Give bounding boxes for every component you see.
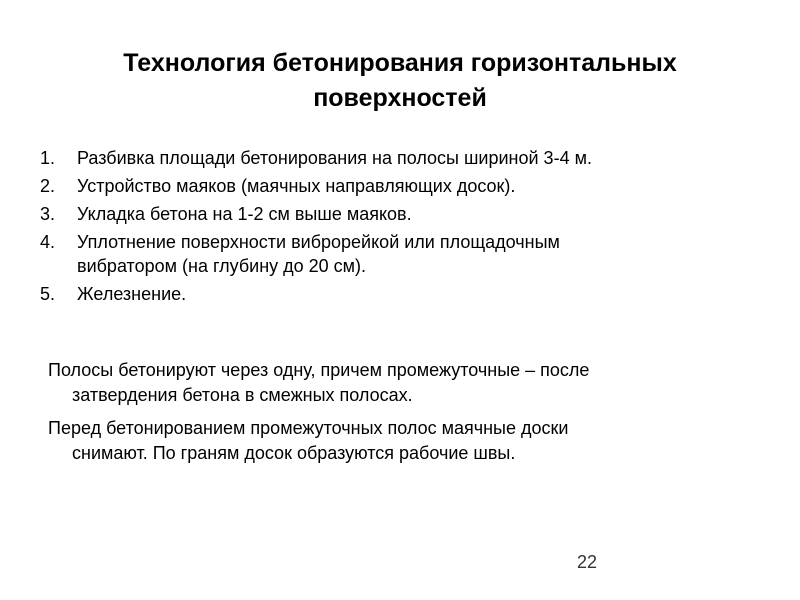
- slide-title: [0, 46, 800, 116]
- note-paragraph-2: [48, 416, 772, 466]
- note-line: Полосы бетонируют через одну, причем промежуточные – после: [48, 360, 590, 380]
- note-line: Перед бетонированием промежуточных полос маячные доски: [48, 418, 569, 438]
- step-text: Железнение.: [77, 284, 187, 304]
- slide-title-line-2: поверхностей: [313, 84, 487, 112]
- step-number: 2.: [40, 176, 56, 196]
- step-number: 1.: [40, 148, 56, 168]
- step-item-4: [40, 230, 760, 278]
- note-line: снимают. По граням досок образуются рабочие швы.: [72, 443, 516, 463]
- step-number: 3.: [40, 204, 56, 224]
- slide-title-line-1: Технология бетонирования горизонтальных: [123, 49, 677, 77]
- slide-page-number: 22: [577, 552, 598, 572]
- note-line: затвердения бетона в смежных полосах.: [72, 385, 413, 405]
- step-text: Устройство маяков (маячных направляющих досок).: [77, 176, 516, 196]
- step-number: 5.: [40, 284, 56, 304]
- note-paragraph-1: [48, 358, 772, 408]
- technology-steps-list: [40, 146, 760, 310]
- step-item-3: [40, 202, 760, 226]
- step-text: Уплотнение поверхности виброрейкой или площадочным: [77, 232, 560, 252]
- step-item-5: [40, 282, 760, 306]
- step-text-continued: вибратором (на глубину до 20 см).: [77, 256, 367, 276]
- step-item-2: [40, 174, 760, 198]
- step-item-1: [40, 146, 760, 170]
- step-text: Разбивка площади бетонирования на полосы шириной 3-4 м.: [77, 148, 592, 168]
- step-text: Укладка бетона на 1-2 см выше маяков.: [77, 204, 412, 224]
- step-number: 4.: [40, 232, 56, 252]
